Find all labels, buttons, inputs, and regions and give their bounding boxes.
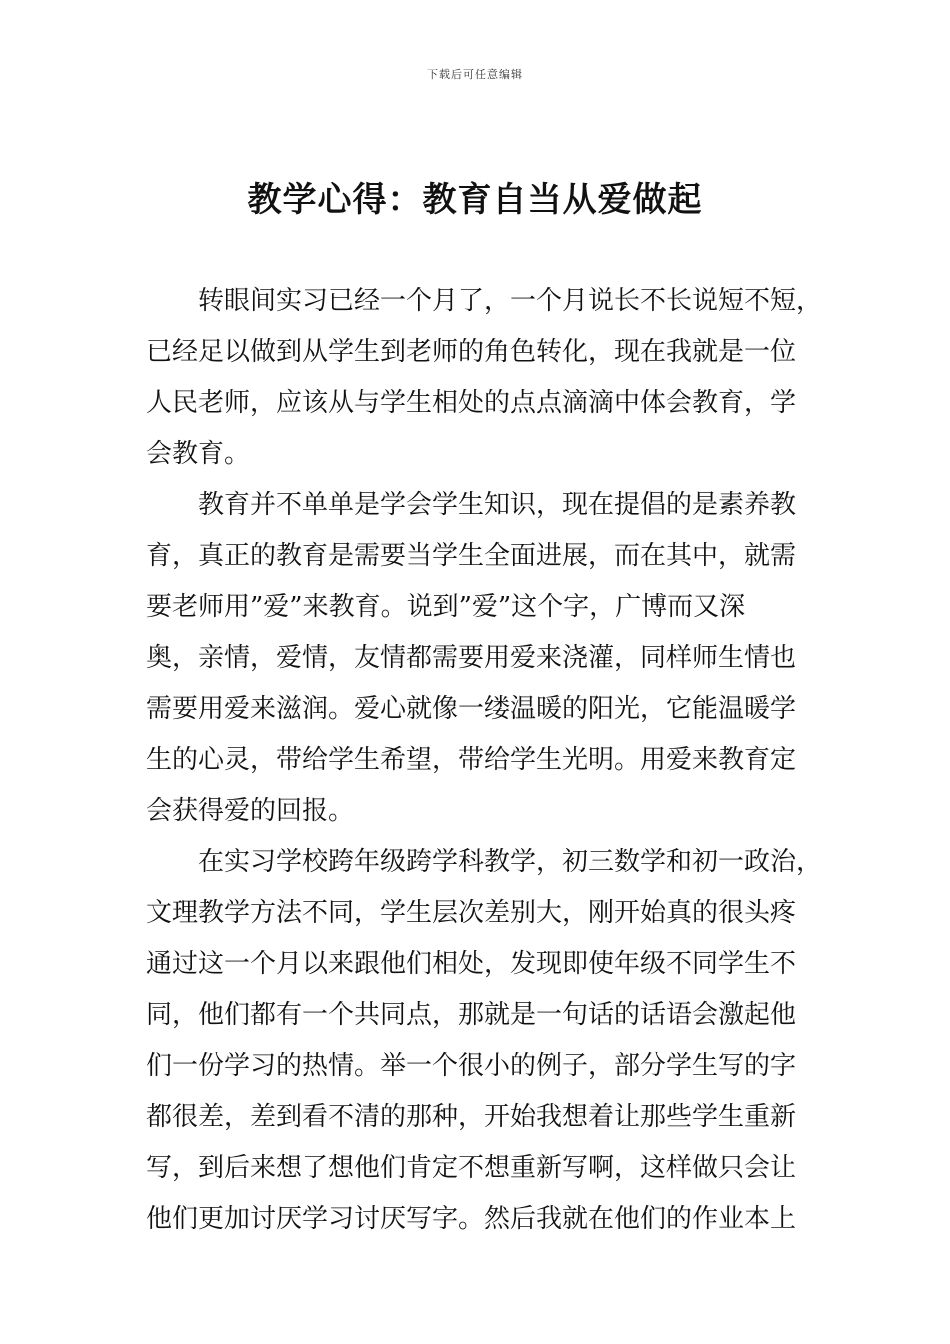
header-note: 下载后可任意编辑 [427, 68, 523, 81]
paragraph-3 [146, 837, 828, 1245]
text-line: 转眼间实习已经一个月了，一个月说长不长说短不短， [198, 286, 823, 316]
text-line: 已经足以做到从学生到老师的角色转化，现在我就是一位 [146, 337, 797, 367]
text-line: 在实习学校跨年级跨学科教学，初三数学和初一政治， [198, 847, 823, 877]
document-body [146, 276, 828, 1245]
paragraph-2 [146, 480, 828, 837]
page-title: 教学心得：教育自当从爱做起 [247, 180, 703, 220]
text-line: 都很差，差到看不清的那种，开始我想着让那些学生重新 [146, 1102, 797, 1132]
text-line: 人民老师，应该从与学生相处的点点滴滴中体会教育，学 [146, 388, 797, 418]
text-line: 他们更加讨厌学习讨厌写字。然后我就在他们的作业本上 [146, 1204, 797, 1234]
text-line: 育，真正的教育是需要当学生全面进展，而在其中，就需 [146, 541, 797, 571]
text-line: 会获得爱的回报。 [146, 796, 355, 826]
text-line: 奥，亲情，爱情，友情都需要用爱来浇灌，同样师生情也 [146, 643, 797, 673]
text-line: 文理教学方法不同，学生层次差别大，刚开始真的很头疼 [146, 898, 797, 928]
text-line: 要老师用”爱”来教育。说到”爱”这个字，广博而又深 [146, 592, 746, 622]
text-line: 需要用爱来滋润。爱心就像一缕温暖的阳光，它能温暖学 [146, 694, 797, 724]
text-line: 写，到后来想了想他们肯定不想重新写啊，这样做只会让 [146, 1153, 797, 1183]
text-line: 会教育。 [146, 439, 251, 469]
text-line: 教育并不单单是学会学生知识，现在提倡的是素养教 [198, 490, 797, 520]
text-line: 通过这一个月以来跟他们相处，发现即使年级不同学生不 [146, 949, 797, 979]
paragraph-1 [146, 276, 828, 480]
text-line: 生的心灵，带给学生希望，带给学生光明。用爱来教育定 [146, 745, 797, 775]
text-line: 同，他们都有一个共同点，那就是一句话的话语会激起他 [146, 1000, 797, 1030]
text-line: 们一份学习的热情。举一个很小的例子，部分学生写的字 [146, 1051, 797, 1081]
